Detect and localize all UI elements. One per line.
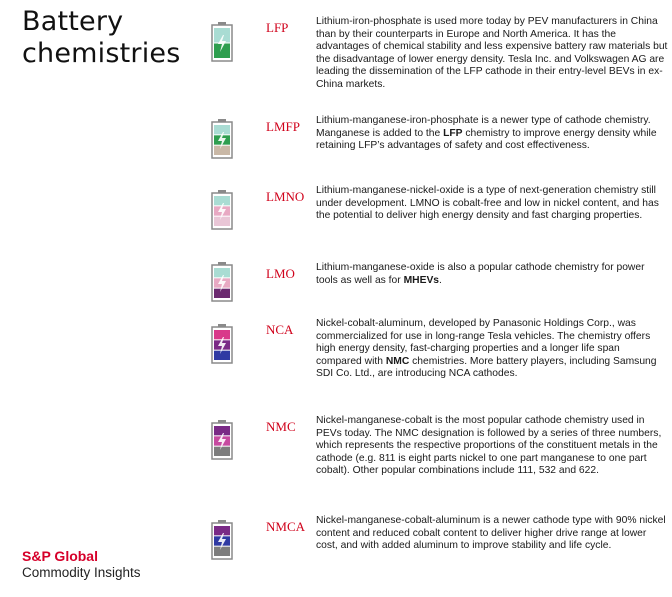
chemistry-description	[316, 262, 668, 287]
description-text: Lithium-manganese-nickel-oxide is a type of next-generation chemistry still under development. LMNO is cobalt-free and low in nickel content, and has the potential to deliver high energy density and fast charging properties.	[316, 185, 659, 222]
chemistry-abbreviation: LMNO	[266, 189, 305, 204]
description-bold-term: NMC	[385, 355, 410, 367]
battery-icon	[210, 190, 234, 230]
chemistry-abbreviation: NMC	[266, 419, 296, 434]
title-line-1: Battery	[22, 6, 124, 37]
chemistry-abbreviation: LMO	[266, 266, 295, 281]
chemistry-abbreviation: LFP	[266, 20, 289, 35]
description-text: Nickel-manganese-cobalt is the most popular cathode chemistry used in PEVs today. The NMC designation is followed by a series of three numbers, which represents the respective proportions of the constituent metals in the cathode (e.g. 811 is eight parts nickel to one part manganese to one part cobalt). Other popular combinations include 111, 532 and 622.	[316, 415, 662, 477]
chemistry-description	[316, 318, 668, 381]
chemistry-abbreviation: NCA	[266, 322, 294, 337]
chemistry-description	[316, 16, 668, 92]
battery-icon	[210, 420, 234, 460]
chemistry-abbreviation: LMFP	[266, 119, 300, 134]
chemistry-abbreviation: NMCA	[266, 519, 306, 534]
page-title	[22, 6, 181, 70]
brand-name: S&P Global	[22, 548, 98, 564]
description-bold-term: MHEVs	[403, 274, 440, 286]
battery-band	[214, 125, 230, 134]
title-line-2: chemistries	[22, 38, 181, 69]
brand-subtitle: Commodity Insights	[22, 565, 141, 580]
battery-band	[214, 146, 230, 155]
chemistry-description	[316, 415, 668, 478]
description-text: Nickel-cobalt-aluminum, developed by Panasonic Holdings Corp., was commercialized for use in long-range Tesla vehicles. The chemistry offers high energy density, fast-charging properties and a longer life span compared with	[316, 318, 651, 367]
brand-logo	[22, 548, 141, 581]
battery-icon	[210, 324, 234, 364]
battery-icon	[210, 262, 234, 302]
battery-band	[214, 330, 230, 339]
description-text: .	[439, 274, 442, 286]
description-text: chemistries. More battery players, including Samsung SDI Co. Ltd., are introducing NCA cathodes.	[316, 355, 657, 380]
battery-icon	[210, 119, 234, 159]
battery-band	[214, 268, 230, 277]
battery-icon	[210, 22, 234, 62]
battery-band	[214, 196, 230, 205]
description-text: Lithium-manganese-oxide is also a popular cathode chemistry for power tools as well as for	[316, 262, 645, 286]
battery-band	[214, 547, 230, 556]
description-text: Nickel-manganese-cobalt-aluminum is a newer cathode type with 90% nickel content and reduced cobalt content to deliver higher drive range at lower cost, and with added aluminum to improve stability and life cycle.	[316, 515, 666, 552]
chemistry-description	[316, 115, 668, 153]
battery-band	[214, 447, 230, 456]
description-text: Lithium-iron-phosphate is used more today by PEV manufacturers in China than by their counterparts in Europe and North America. It has the advantages of chemical stability and less expensive battery raw materials but the disadvantage of lower energy density. Tesla Inc. and Volkswagen AG are leading the dissemination of the LFP cathode in their entry-level BEVs in ex-China markets.	[316, 16, 668, 90]
battery-band	[214, 289, 230, 298]
battery-icon	[210, 520, 234, 560]
battery-band	[214, 526, 230, 535]
chemistry-description	[316, 515, 668, 553]
description-text: chemistry to improve energy density while retaining LFP’s advantages of safety and cost effectiveness.	[316, 127, 657, 152]
description-bold-term: LFP	[443, 127, 463, 139]
battery-band	[214, 426, 230, 435]
battery-band	[214, 351, 230, 360]
battery-band	[214, 217, 230, 226]
description-text: Lithium-manganese-iron-phosphate is a newer type of cathode chemistry. Manganese is added to the	[316, 115, 651, 139]
chemistry-description	[316, 185, 668, 223]
